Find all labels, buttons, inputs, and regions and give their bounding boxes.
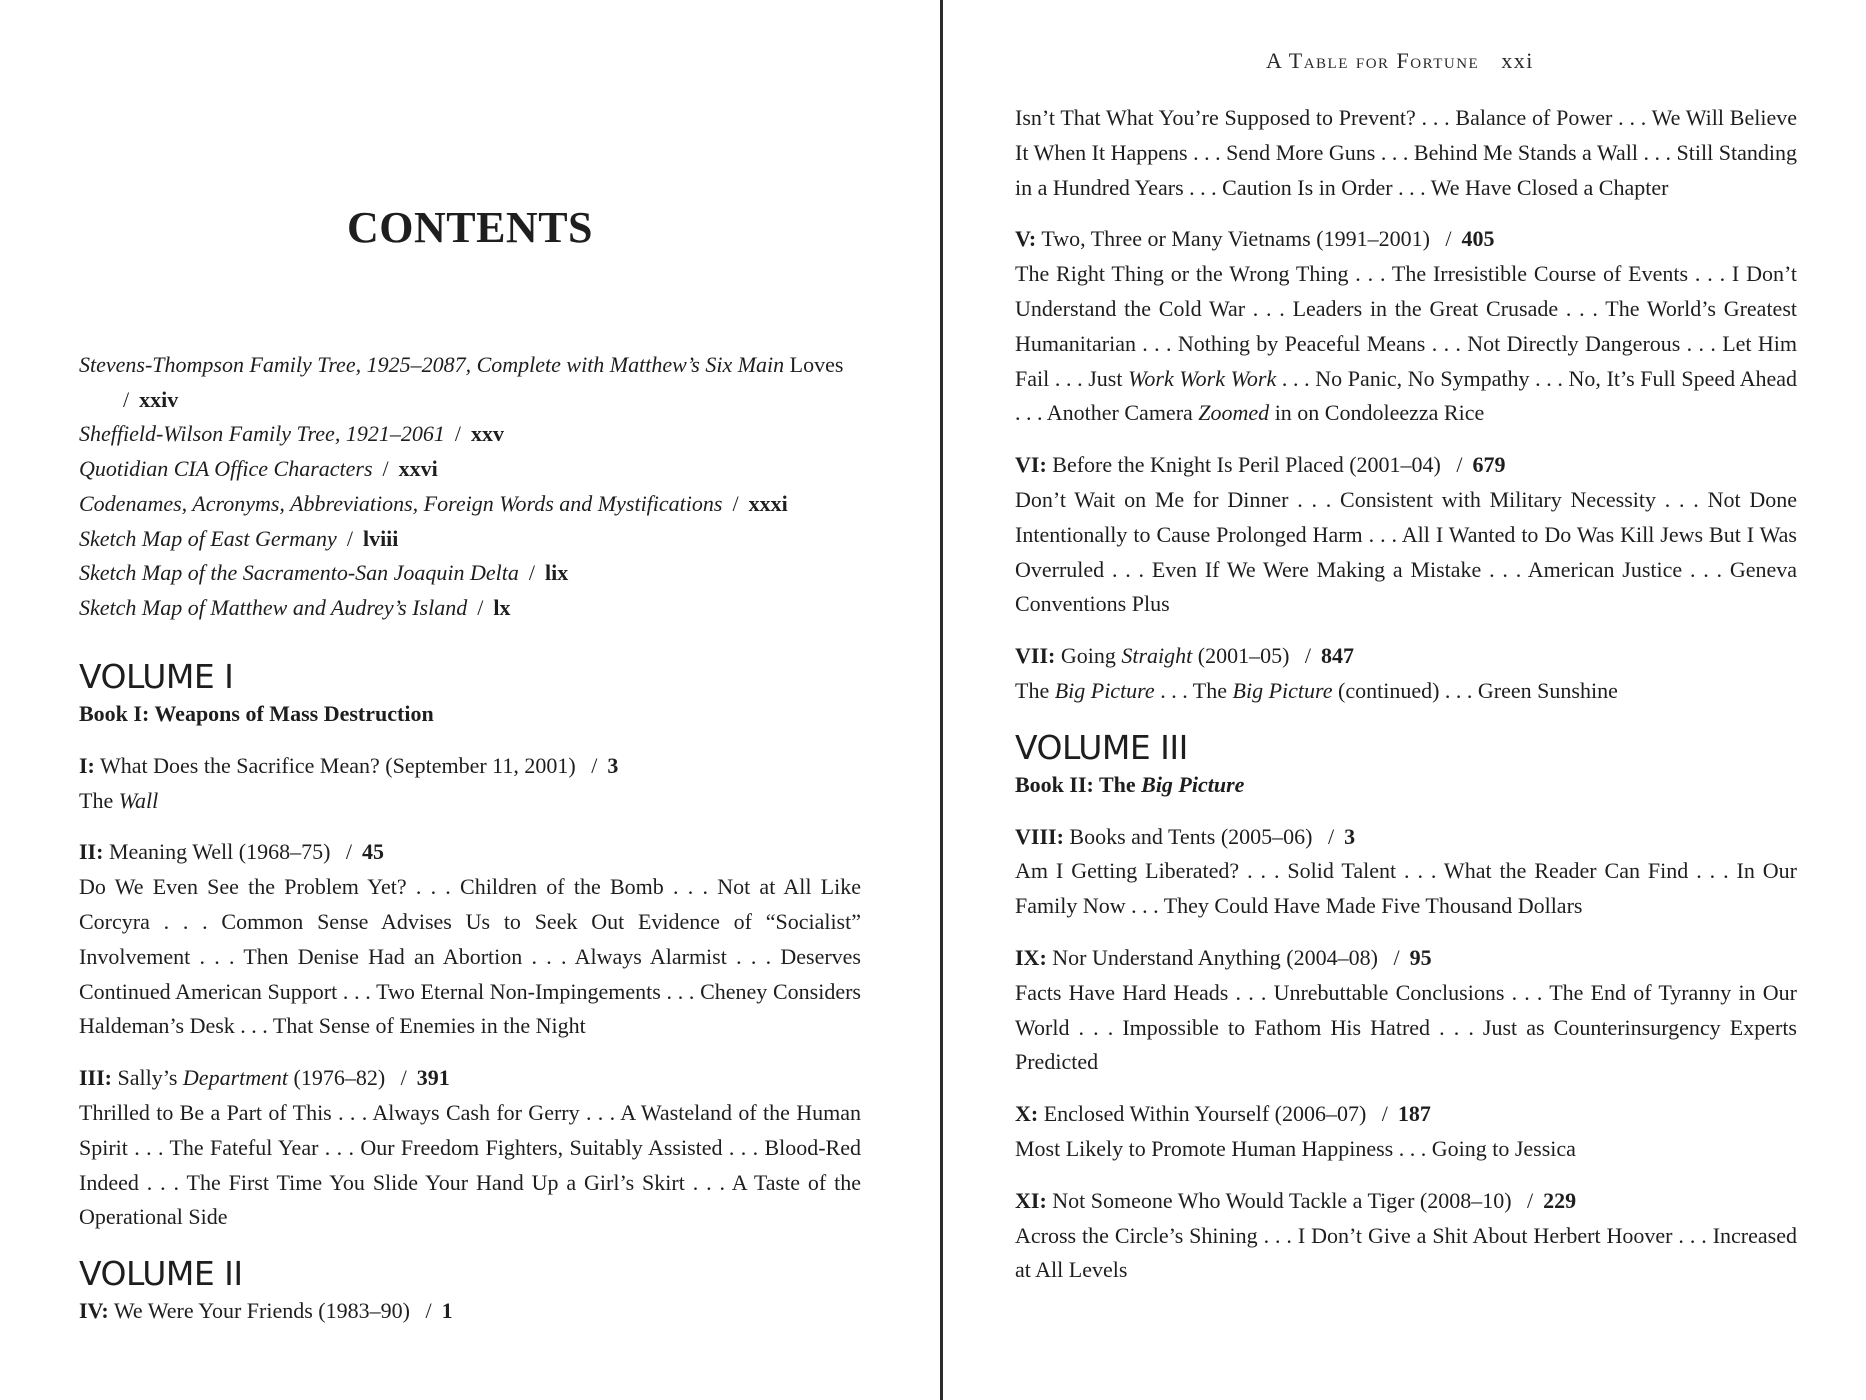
chapter-number: X: — [1015, 1101, 1039, 1127]
chapter-heading — [79, 1294, 861, 1329]
chapter-heading — [79, 749, 861, 784]
page-number: 1 — [441, 1298, 453, 1324]
chapter-entry — [1015, 820, 1797, 924]
summary-italic-text: Wall — [118, 787, 159, 813]
chapter-heading — [1015, 639, 1797, 674]
summary-text: (continued) . . . Green Sunshine — [1332, 677, 1618, 703]
chapter-title-part: (1976–82) — [288, 1065, 386, 1091]
page-number: 847 — [1321, 643, 1355, 669]
separator: / — [1456, 452, 1463, 478]
right-page — [944, 0, 1866, 1400]
volume-heading: VOLUME I — [79, 657, 234, 696]
chapter-number: IX: — [1015, 944, 1047, 970]
chapter-heading — [79, 835, 861, 870]
chapter-title-part: (2001–05) — [1192, 643, 1290, 669]
separator: / — [345, 839, 353, 865]
chapter-number: II: — [79, 839, 104, 865]
chapter-title: Enclosed Within Yourself (2006–07) — [1043, 1101, 1367, 1127]
chapter-heading — [1015, 1097, 1797, 1132]
chapter-entry — [79, 1061, 861, 1235]
page-number: 3 — [607, 752, 619, 778]
separator: / — [1527, 1187, 1534, 1213]
page-number: 3 — [1344, 823, 1356, 849]
chapter-number: XI: — [1015, 1187, 1047, 1213]
book-heading — [1015, 768, 1797, 803]
chapter-number: IV: — [79, 1298, 109, 1324]
chapter-title: Meaning Well (1968–75) — [108, 839, 331, 865]
summary-text: The Right Thing or the Wrong Thing . . . The Irresistible Course of Events . . . I Don’t Understand the Cold War . . . Leaders in the Great Crusade . . . The World’s Greatest Humanitarian . . . Nothing by Peaceful Means . . . Not Directly Dangerous . . . Let Him Fail . . . Just — [1015, 261, 1797, 391]
chapter-heading — [1015, 941, 1797, 976]
chapter-entry — [1015, 1184, 1797, 1288]
chapter-number: VII: — [1015, 643, 1056, 669]
summary-text: The — [1015, 677, 1055, 703]
chapter-title-italic: Straight — [1121, 643, 1193, 669]
front-matter-title: Sketch Map of Matthew and Audrey’s Island — [79, 594, 468, 620]
separator: / — [400, 1065, 407, 1091]
chapter-summary: Isn’t That What You’re Supposed to Prevent? . . . Balance of Power . . . We Will Believe It When It Happens . . . Send More Guns . . . Behind Me Stands a Wall . . . Still Standing in a Hundred Years . . . Caution Is in Order . . . We Have Closed a Chapter — [1015, 105, 1797, 200]
volume-heading: VOLUME II — [79, 1254, 243, 1294]
chapter-entry — [1015, 1097, 1797, 1167]
chapter-summary: Across the Circle’s Shining . . . I Don’t Give a Shit About Herbert Hoover . . . Increased at All Levels — [1015, 1222, 1797, 1283]
book-heading-italic: Big Picture — [1141, 771, 1245, 797]
book-spine — [940, 0, 943, 1400]
page-number: 229 — [1543, 1187, 1577, 1213]
summary-text: . . . The — [1154, 677, 1233, 703]
front-matter-item — [79, 452, 869, 487]
page-number: lviii — [362, 525, 399, 551]
front-matter-title: Sketch Map of the Sacramento-San Joaquin Delta — [79, 560, 519, 586]
page-folio: xxi — [1501, 48, 1534, 73]
chapter-number: V: — [1015, 226, 1037, 252]
chapter-number: VIII: — [1015, 823, 1064, 849]
summary-italic-text: Zoomed — [1198, 400, 1270, 426]
front-matter-title: Sheffield-Wilson Family Tree, 1921–2061 — [79, 421, 445, 447]
chapter-title: Nor Understand Anything (2004–08) — [1052, 944, 1378, 970]
chapter-summary — [1015, 257, 1797, 431]
separator: / — [454, 421, 461, 447]
chapter-title-part: Going — [1060, 643, 1122, 669]
chapter-summary — [1015, 674, 1797, 709]
chapter-title: We Were Your Friends (1983–90) — [113, 1298, 410, 1324]
separator: / — [477, 594, 484, 620]
summary-text: in on Condoleezza Rice — [1269, 400, 1485, 426]
chapter-heading — [79, 1061, 861, 1096]
chapter-title: Before the Knight Is Peril Placed (2001–04) — [1052, 452, 1441, 478]
front-matter-item — [79, 591, 869, 626]
separator: / — [1393, 944, 1400, 970]
left-toc-flow — [79, 655, 861, 1346]
chapter-title: What Does the Sacrifice Mean? (September 11, 2001) — [100, 752, 576, 778]
chapter-summary: Am I Getting Liberated? . . . Solid Talent . . . What the Reader Can Find . . . In Our Family Now . . . They Could Have Made Five Thousand Dollars — [1015, 858, 1797, 919]
summary-text: The — [79, 787, 119, 813]
separator: / — [591, 752, 598, 778]
chapter-heading — [1015, 820, 1797, 855]
chapter-title: Not Someone Who Would Tackle a Tiger (2008–10) — [1052, 1187, 1512, 1213]
chapter-number: III: — [79, 1065, 113, 1091]
volume-heading: VOLUME III — [1015, 727, 1188, 767]
separator: / — [425, 1298, 432, 1324]
chapter-heading — [1015, 448, 1797, 483]
front-matter-title: Sketch Map of East Germany — [79, 525, 337, 551]
separator: / — [732, 490, 739, 516]
page-number: 679 — [1472, 452, 1506, 478]
page-number: 391 — [416, 1065, 450, 1091]
front-matter-item — [79, 487, 869, 522]
chapter-summary: Facts Have Hard Heads . . . Unrebuttable Conclusions . . . The End of Tyranny in Our World . . . Impossible to Fathom His Hatred . . . Just as Counterinsurgency Experts Predicted — [1015, 979, 1797, 1075]
chapter-title-part: Sally’s — [117, 1065, 183, 1091]
chapter-summary: Don’t Wait on Me for Dinner . . . Consistent with Military Necessity . . . Not Done Intentionally to Cause Prolonged Harm . . . All I Wanted to Do Was Kill Jews But I Was Overruled . . . Even If We Were Making a Mistake . . . American Justice . . . Geneva Conventions Plus — [1015, 486, 1797, 617]
page-number: lx — [493, 594, 511, 620]
page-number: xxvi — [398, 456, 438, 482]
front-matter-title: Quotidian CIA Office Characters — [79, 456, 373, 482]
front-matter-item — [79, 348, 869, 417]
page-number: xxiv — [139, 386, 179, 412]
page-number: 95 — [1409, 944, 1432, 970]
summary-text: . . . No Panic, No Sympathy . . . No, It’s Full Speed Ahead . . . Another Camera — [1015, 365, 1797, 426]
chapter-summary — [79, 784, 861, 819]
front-matter-title-tail: Loves — [784, 352, 844, 377]
chapter-entry — [79, 835, 861, 1044]
separator: / — [1381, 1101, 1388, 1127]
chapter-summary: Thrilled to Be a Part of This . . . Always Cash for Gerry . . . A Wasteland of the Human Spirit . . . The Fateful Year . . . Our Freedom Fighters, Suitably Assisted . . . Blood-Red Indeed . . . The First Time You Slide Your Hand Up a Girl’s Skirt . . . A Taste of the Operational Side — [79, 1099, 861, 1230]
chapter-entry — [1015, 941, 1797, 1080]
running-head — [1266, 48, 1534, 74]
separator: / — [1445, 226, 1452, 252]
chapter-entry — [1015, 222, 1797, 431]
chapter-summary: Do We Even See the Problem Yet? . . . Children of the Bomb . . . Not at All Like Corcyra . . . Common Sense Advises Us to Seek Out Evidence of “Socialist” Involvement . . . Then Denise Had an Abortion . . . Always Alarmist . . . Deserves Continued American Support . . . Two Eternal Non-Impingements . . . Cheney Considers Haldeman’s Desk . . . That Sense of Enemies in the Night — [79, 874, 861, 1039]
chapter-entry — [79, 1294, 861, 1329]
separator: / — [382, 456, 389, 482]
chapter-title-italic: Department — [182, 1065, 289, 1091]
front-matter-list — [79, 348, 869, 626]
chapter-entry — [1015, 639, 1797, 709]
chapter-entry — [1015, 448, 1797, 622]
page-number: xxv — [470, 421, 504, 447]
book-heading: Book I: Weapons of Mass Destruction — [79, 701, 434, 726]
summary-italic-text: Work Work Work — [1128, 365, 1277, 391]
separator: / — [1304, 643, 1312, 669]
page-number: 405 — [1461, 226, 1495, 252]
chapter-entry — [1015, 101, 1797, 205]
chapter-heading — [1015, 222, 1797, 257]
front-matter-item — [79, 522, 869, 557]
page-number: 187 — [1397, 1101, 1431, 1127]
front-matter-item — [79, 556, 869, 591]
contents-heading: CONTENTS — [346, 203, 594, 252]
chapter-title: Books and Tents (2005–06) — [1069, 823, 1313, 849]
chapter-entry — [79, 749, 861, 819]
separator: / — [1328, 823, 1335, 849]
page-number: xxxi — [748, 490, 788, 516]
front-matter-item — [79, 417, 869, 452]
chapter-number: I: — [79, 752, 95, 778]
chapter-summary: Most Likely to Promote Human Happiness . . . Going to Jessica — [1015, 1135, 1576, 1161]
front-matter-title: Codenames, Acronyms, Abbreviations, Foreign Words and Mystifications — [79, 490, 723, 516]
page-number: 45 — [362, 839, 385, 865]
chapter-title: Two, Three or Many Vietnams (1991–2001) — [1041, 226, 1430, 252]
summary-italic-text: Big Picture — [1054, 677, 1155, 703]
front-matter-title: Stevens-Thompson Family Tree, 1925–2087, Complete with Matthew’s Six Main — [79, 352, 785, 377]
separator: / — [346, 525, 353, 551]
separator: / — [123, 386, 130, 412]
page-number: lix — [545, 560, 569, 586]
chapter-number: VI: — [1015, 452, 1047, 478]
running-head-title: A Table for Fortune — [1266, 48, 1480, 73]
separator: / — [528, 560, 536, 586]
book-heading-text: Book II: The — [1015, 771, 1142, 797]
chapter-heading — [1015, 1184, 1797, 1219]
right-toc-flow — [1015, 101, 1797, 1305]
summary-italic-text: Big Picture — [1232, 677, 1333, 703]
